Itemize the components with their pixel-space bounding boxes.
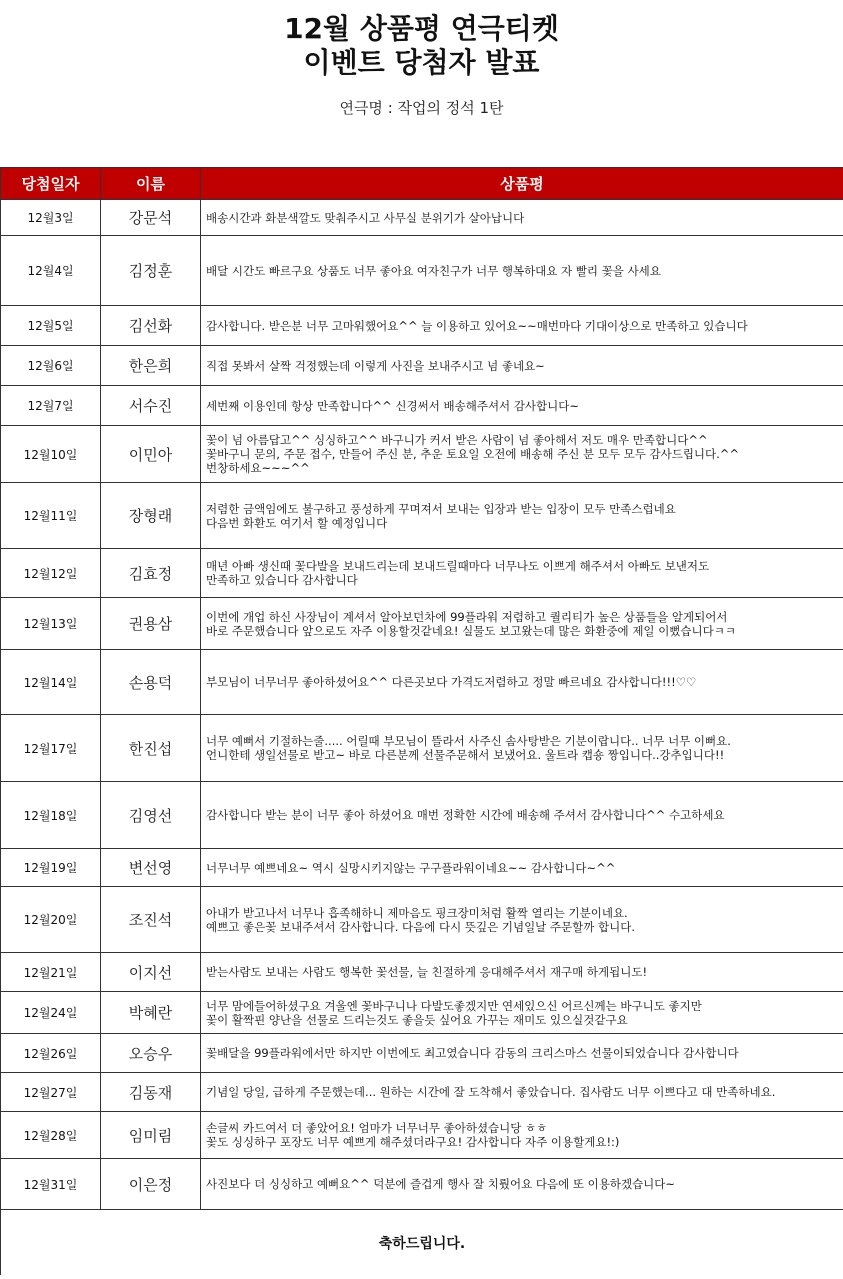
table-row (1, 483, 843, 549)
date-cell: 12월6일 (1, 346, 101, 386)
review-cell: 아내가 받고나서 너무나 흡족해하니 제마음도 핑크장미처럼 활짝 열리는 기분이네요. 예쁘고 좋은꽃 보내주셔서 감사합니다. 다음에 다시 뜻깊은 기념일날 주문할까 합니다. (201, 887, 843, 953)
date-cell: 12월3일 (1, 200, 101, 236)
name-cell: 임미림 (101, 1112, 201, 1159)
review-cell: 너무 예뻐서 기절하는줄..... 어릴때 부모님이 뜰라서 사주신 솜사탕받은 기분이랍니다.. 너무 너무 이뻐요. 언니한테 생일선물로 받고~ 바로 다른분께 선물주문해서 보냈어요. 울트라 캡숑 짱입니다..강추입니다!! (201, 715, 843, 782)
date-cell: 12월11일 (1, 483, 101, 549)
congratulations-text: 축하드립니다. (1, 1210, 843, 1276)
name-cell: 이민아 (101, 426, 201, 483)
review-cell: 배달 시간도 빠르구요 상품도 너무 좋아요 여자친구가 너무 행복하대요 자 빨리 꽃을 사세요 (201, 236, 843, 306)
date-cell: 12월17일 (1, 715, 101, 782)
table-row (1, 650, 843, 715)
review-cell: 꽃이 넘 아름답고^^ 싱싱하고^^ 바구니가 커서 받은 사람이 넘 좋아해서 저도 매우 만족합니다^^ 꽃바구니 문의, 주문 접수, 만들어 주신 분, 추운 토요일 오전에 배송해 주신 분 모두 모두 감사드립니다.^^ 번창하세요~~~^^ (201, 426, 843, 483)
name-cell: 손용덕 (101, 650, 201, 715)
review-cell: 너무 맘에들어하셨구요 겨울엔 꽃바구니나 다발도좋겠지만 연세있으신 어르신께는 바구니도 좋지만 꽃이 활짝핀 양난을 선물로 드리는것도 좋을듯 싶어요 가꾸는 재미도 있으실것같구요 (201, 992, 843, 1034)
review-cell: 매년 아빠 생신때 꽃다발을 보내드리는데 보내드릴때마다 너무나도 이쁘게 해주셔서 아빠도 보낸저도 만족하고 있습니다 감사합니다 (201, 549, 843, 598)
name-cell: 변선영 (101, 849, 201, 887)
name-cell: 서수진 (101, 386, 201, 426)
review-cell: 부모님이 너무너무 좋아하셨어요^^ 다른곳보다 가격도저렴하고 정말 빠르네요 감사합니다!!!♡♡ (201, 650, 843, 715)
name-cell: 오승우 (101, 1034, 201, 1073)
date-cell: 12월21일 (1, 953, 101, 992)
date-cell: 12월26일 (1, 1034, 101, 1073)
review-cell: 저렴한 금액임에도 불구하고 풍성하게 꾸며져서 보내는 입장과 받는 입장이 모두 만족스럽네요 다음번 화환도 여기서 할 예정입니다 (201, 483, 843, 549)
name-cell: 권용삼 (101, 598, 201, 650)
table-row (1, 306, 843, 346)
name-cell: 강문석 (101, 200, 201, 236)
review-cell: 기념일 당일, 급하게 주문했는데... 원하는 시간에 잘 도착해서 좋았습니다. 집사람도 너무 이쁘다고 대 만족하네요. (201, 1073, 843, 1112)
footer-row (1, 1210, 843, 1276)
table-row (1, 849, 843, 887)
name-cell: 박혜란 (101, 992, 201, 1034)
review-cell: 감사합니다. 받은분 너무 고마워했어요^^ 늘 이용하고 있어요~~매번마다 기대이상으로 만족하고 있습니다 (201, 306, 843, 346)
review-cell: 세번째 이용인데 항상 만족합니다^^ 신경써서 배송해주셔서 감사합니다~ (201, 386, 843, 426)
table-row (1, 887, 843, 953)
table-row (1, 715, 843, 782)
name-cell: 장형래 (101, 483, 201, 549)
name-cell: 한진섭 (101, 715, 201, 782)
date-cell: 12월7일 (1, 386, 101, 426)
name-cell: 김선화 (101, 306, 201, 346)
name-cell: 조진석 (101, 887, 201, 953)
date-cell: 12월20일 (1, 887, 101, 953)
table-row (1, 782, 843, 849)
table-row (1, 598, 843, 650)
play-name: 연극명 : 작업의 정석 1탄 (339, 99, 504, 117)
column-header-date: 당첨일자 (1, 168, 101, 200)
table-row (1, 426, 843, 483)
winners-table (0, 167, 843, 1275)
name-cell: 한은희 (101, 346, 201, 386)
date-cell: 12월5일 (1, 306, 101, 346)
name-cell: 김정훈 (101, 236, 201, 306)
table-row (1, 386, 843, 426)
name-cell: 이지선 (101, 953, 201, 992)
table-row (1, 549, 843, 598)
table-row (1, 1073, 843, 1112)
page-title-line1: 12월 상품평 연극티켓 (284, 12, 559, 45)
table-row (1, 346, 843, 386)
date-cell: 12월18일 (1, 782, 101, 849)
table-header-row (1, 168, 843, 200)
table-row (1, 1159, 843, 1210)
date-cell: 12월14일 (1, 650, 101, 715)
table-row (1, 1112, 843, 1159)
review-cell: 받는사람도 보내는 사람도 행복한 꽃선물, 늘 친절하게 응대해주셔서 재구매 하게됩니도! (201, 953, 843, 992)
name-cell: 김동재 (101, 1073, 201, 1112)
date-cell: 12월10일 (1, 426, 101, 483)
table-row (1, 200, 843, 236)
column-header-review: 상품평 (201, 168, 843, 200)
review-cell: 직접 못봐서 살짝 걱정했는데 이렇게 사진을 보내주시고 넘 좋네요~ (201, 346, 843, 386)
date-cell: 12월12일 (1, 549, 101, 598)
date-cell: 12월24일 (1, 992, 101, 1034)
date-cell: 12월19일 (1, 849, 101, 887)
date-cell: 12월27일 (1, 1073, 101, 1112)
review-cell: 사진보다 더 싱싱하고 예뻐요^^ 덕분에 즐겁게 행사 잘 치뤘어요 다음에 또 이용하겠습니다~ (201, 1159, 843, 1210)
page-title-line2: 이벤트 당첨자 발표 (303, 46, 540, 79)
review-cell: 꽃배달을 99플라워에서만 하지만 이번에도 최고였습니다 감동의 크리스마스 선물이되었습니다 감사합니다 (201, 1034, 843, 1073)
name-cell: 김영선 (101, 782, 201, 849)
table-row (1, 992, 843, 1034)
review-cell: 배송시간과 화분색깔도 맞춰주시고 사무실 분위기가 살아납니다 (201, 200, 843, 236)
review-cell: 이번에 개업 하신 사장님이 계셔서 알아보던차에 99플라워 저렴하고 퀄리티가 높은 상품들을 알게되어서 바로 주문했습니다 앞으로도 자주 이용할것같네요! 실물도 보고왔는데 많은 화환중에 제일 이뻤습니다ㅋㅋ (201, 598, 843, 650)
date-cell: 12월4일 (1, 236, 101, 306)
review-cell: 손글씨 카드여서 더 좋았어요! 엄마가 너무너무 좋아하셨습니당 ㅎㅎ 꽃도 싱싱하구 포장도 너무 예쁘게 해주셨더라구요! 감사합니다 자주 이용할게요!:) (201, 1112, 843, 1159)
table-row (1, 236, 843, 306)
table-row (1, 1034, 843, 1073)
date-cell: 12월13일 (1, 598, 101, 650)
name-cell: 김효정 (101, 549, 201, 598)
review-cell: 너무너무 예쁘네요~ 역시 실망시키지않는 구구플라워이네요~~ 감사합니다~^^ (201, 849, 843, 887)
date-cell: 12월28일 (1, 1112, 101, 1159)
date-cell: 12월31일 (1, 1159, 101, 1210)
review-cell: 감사합니다 받는 분이 너무 좋아 하셨어요 매번 정확한 시간에 배송해 주셔서 감사합니다^^ 수고하세요 (201, 782, 843, 849)
table-row (1, 953, 843, 992)
name-cell: 이은정 (101, 1159, 201, 1210)
column-header-name: 이름 (101, 168, 201, 200)
